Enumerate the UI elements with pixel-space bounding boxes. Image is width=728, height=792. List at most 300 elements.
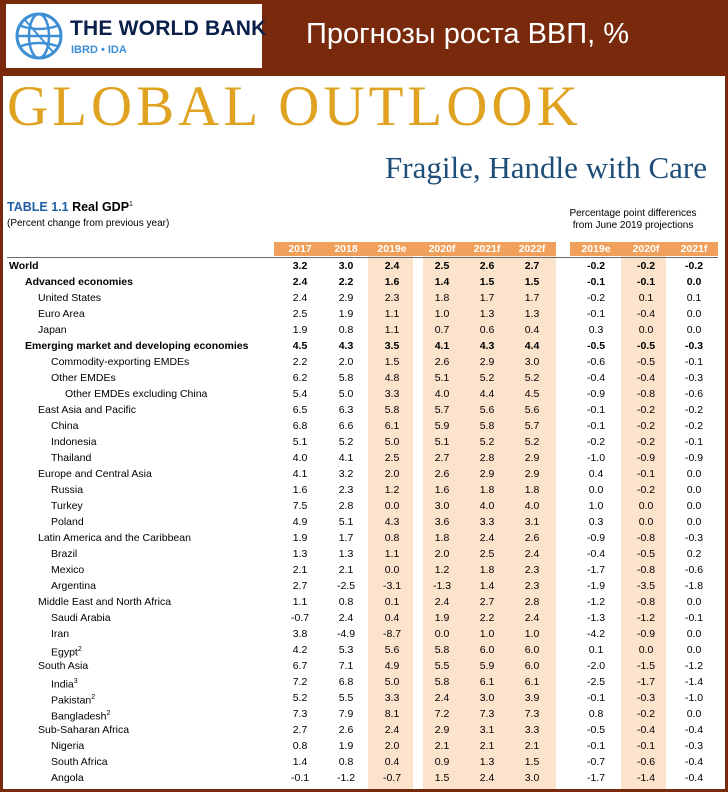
diff-cell: -1.4 [684, 676, 704, 688]
table-cell: 3.0 [479, 692, 495, 704]
row-label-text: Mexico [51, 564, 85, 576]
table-cell: -4.9 [336, 628, 356, 640]
table-cell: 4.0 [434, 388, 450, 400]
diff-cell: -0.2 [636, 260, 656, 272]
table-cell: 5.6 [524, 404, 540, 416]
row-label-text: World [9, 260, 39, 272]
table-cell: 2.4 [338, 612, 354, 624]
column-header: 2022f [518, 243, 546, 255]
row-label-text: India [51, 678, 74, 691]
table-cell: 5.9 [479, 660, 495, 672]
table-cell: 3.8 [292, 628, 308, 640]
diff-cell: -1.7 [586, 772, 606, 784]
row-label-text: Argentina [51, 580, 96, 592]
table-name-note: 1 [129, 200, 133, 208]
table-cell: 2.0 [338, 356, 354, 368]
row-label [25, 338, 248, 354]
diff-cell: -0.2 [586, 436, 606, 448]
table-cell: 5.7 [434, 404, 450, 416]
row-label-text: Bangladesh [51, 710, 107, 723]
diff-cell: 0.0 [638, 644, 654, 656]
table-cell: -2.5 [336, 580, 356, 592]
table-cell: 1.1 [292, 596, 308, 608]
table-cell: 3.0 [434, 500, 450, 512]
diff-cell: -0.4 [636, 724, 656, 736]
table-row [3, 626, 725, 642]
diff-cell: -0.2 [684, 260, 704, 272]
column-header: 2017 [288, 243, 312, 255]
diff-cell: 0.0 [686, 308, 702, 320]
diff-cell: 0.0 [686, 628, 702, 640]
row-label-text: Sub-Saharan Africa [38, 724, 130, 736]
table-cell: 4.5 [292, 340, 308, 352]
table-row [3, 418, 725, 434]
diff-cell: 0.0 [686, 596, 702, 608]
diff-cell: -0.1 [636, 468, 656, 480]
diff-table-header [570, 242, 718, 256]
logo-subtitle: IBRD • IDA [71, 44, 127, 56]
diff-cell: 0.0 [638, 500, 654, 512]
table-cell: 6.0 [479, 644, 495, 656]
table-row [3, 498, 725, 514]
table-row [3, 674, 725, 690]
diff-cell: -0.1 [586, 404, 606, 416]
diff-cell: 0.0 [686, 468, 702, 480]
table-cell: 1.0 [434, 308, 450, 320]
table-cell: 2.6 [338, 724, 354, 736]
table-cell: 2.8 [338, 500, 354, 512]
diff-cell: -1.8 [684, 580, 704, 592]
table-cell: 7.3 [524, 708, 540, 720]
table-cell: 2.9 [338, 292, 354, 304]
table-cell: 5.8 [479, 420, 495, 432]
row-label [51, 434, 97, 450]
table-cell: 1.1 [384, 548, 400, 560]
table-cell: 0.0 [384, 500, 400, 512]
table-cell: 1.1 [384, 308, 400, 320]
diff-cell: -0.3 [636, 692, 656, 704]
diff-cell: -0.5 [586, 340, 606, 352]
table-cell: 2.6 [524, 532, 540, 544]
table-cell: 3.3 [384, 388, 400, 400]
table-cell: 6.7 [292, 660, 308, 672]
table-cell: 2.4 [384, 724, 400, 736]
row-label-text: Saudi Arabia [51, 612, 111, 624]
table-cell: 3.5 [384, 340, 400, 352]
table-cell: 2.1 [479, 740, 495, 752]
table-cell: 1.9 [292, 324, 308, 336]
table-cell: 2.0 [384, 740, 400, 752]
report-subtitle: Fragile, Handle with Care [385, 150, 707, 185]
diff-cell: -0.2 [586, 260, 606, 272]
table-cell: 0.1 [384, 596, 400, 608]
table-cell: 5.8 [434, 644, 450, 656]
table-cell: 1.5 [434, 772, 450, 784]
table-cell: 0.4 [384, 756, 400, 768]
table-cell: 2.0 [384, 468, 400, 480]
table-cell: 7.9 [338, 708, 354, 720]
diff-cell: -0.2 [636, 436, 656, 448]
table-cell: 1.4 [434, 276, 450, 288]
row-label [51, 354, 189, 370]
table-cell: 1.8 [479, 564, 495, 576]
diff-cell: -0.4 [684, 772, 704, 784]
table-cell: 6.5 [292, 404, 308, 416]
table-cell: 1.7 [524, 292, 540, 304]
diff-cell: -0.8 [636, 532, 656, 544]
row-label-text: Egypt [51, 646, 78, 659]
row-label [38, 290, 101, 306]
table-cell: 5.0 [384, 436, 400, 448]
diff-cell: -0.1 [586, 740, 606, 752]
diff-column-header: 2021f [680, 243, 708, 255]
table-cell: 0.6 [479, 324, 495, 336]
table-cell: 6.0 [524, 644, 540, 656]
row-label [51, 754, 108, 770]
diff-cell: -1.9 [586, 580, 606, 592]
table-cell: 5.2 [524, 436, 540, 448]
report-page [3, 76, 725, 789]
diff-cell: -0.6 [636, 756, 656, 768]
diff-cell: 0.0 [638, 516, 654, 528]
diff-cell: -0.6 [684, 564, 704, 576]
diff-cell: -0.5 [636, 340, 656, 352]
table-cell: 4.3 [479, 340, 495, 352]
row-label-text: Middle East and North Africa [38, 596, 172, 608]
row-label-text: Indonesia [51, 436, 97, 448]
diff-cell: -0.5 [636, 548, 656, 560]
table-cell: 1.9 [338, 308, 354, 320]
table-cell: 3.0 [524, 356, 540, 368]
table-cell: 1.4 [292, 756, 308, 768]
diff-cell: -0.2 [586, 292, 606, 304]
diff-cell: -0.7 [586, 756, 606, 768]
table-row [3, 754, 725, 770]
table-cell: 2.4 [384, 260, 400, 272]
table-cell: 5.3 [338, 644, 354, 656]
row-label [51, 626, 69, 642]
diff-cell: -1.4 [636, 772, 656, 784]
table-row [3, 546, 725, 562]
table-cell: 1.1 [384, 324, 400, 336]
diff-cell: 0.0 [686, 516, 702, 528]
table-cell: 7.1 [338, 660, 354, 672]
table-cell: 0.4 [384, 612, 400, 624]
diff-cell: -1.2 [586, 596, 606, 608]
table-title [7, 200, 133, 214]
table-cell: 1.9 [338, 740, 354, 752]
diff-cell: 1.0 [588, 500, 604, 512]
table-cell: 1.6 [384, 276, 400, 288]
table-cell: 5.8 [434, 676, 450, 688]
table-cell: 2.9 [524, 468, 540, 480]
diff-cell: -0.2 [636, 420, 656, 432]
table-header [274, 242, 556, 256]
table-cell: 5.1 [434, 372, 450, 384]
diff-cell: 0.1 [638, 292, 654, 304]
table-row [3, 738, 725, 754]
diff-cell: -2.5 [586, 676, 606, 688]
table-cell: 1.0 [524, 628, 540, 640]
row-label [38, 322, 67, 338]
table-row [3, 594, 725, 610]
diff-cell: -0.6 [586, 356, 606, 368]
diff-cell: -0.1 [586, 276, 606, 288]
row-label [51, 546, 77, 562]
table-cell: 2.9 [524, 452, 540, 464]
table-cell: 1.4 [479, 580, 495, 592]
row-label-text: Other EMDEs excluding China [65, 388, 208, 400]
table-cell: 2.2 [479, 612, 495, 624]
table-cell: 0.7 [434, 324, 450, 336]
table-cell: 2.9 [434, 724, 450, 736]
row-label [38, 530, 191, 546]
table-row [3, 402, 725, 418]
diff-cell: -0.9 [586, 532, 606, 544]
diff-cell: -0.1 [684, 356, 704, 368]
table-cell: 1.9 [434, 612, 450, 624]
table-cell: 7.3 [292, 708, 308, 720]
row-label [9, 258, 39, 274]
row-label-text: Pakistan [51, 694, 92, 707]
diff-cell: -2.0 [586, 660, 606, 672]
column-header: 2019e [377, 243, 407, 255]
table-row [3, 370, 725, 386]
table-name: Real GDP [72, 200, 130, 214]
table-cell: 2.1 [292, 564, 308, 576]
table-cell: 6.8 [338, 676, 354, 688]
table-row [3, 562, 725, 578]
row-label-text: Emerging market and developing economies [25, 340, 249, 352]
table-cell: 1.2 [434, 564, 450, 576]
table-body [3, 258, 725, 786]
diff-cell: -1.2 [636, 612, 656, 624]
diff-cell: -0.2 [684, 404, 704, 416]
table-cell: 2.2 [292, 356, 308, 368]
globe-icon [15, 12, 63, 60]
diff-cell: -0.4 [684, 724, 704, 736]
row-label [51, 498, 83, 514]
diff-cell: -0.8 [636, 388, 656, 400]
table-cell: 5.0 [384, 676, 400, 688]
diff-cell: -0.6 [684, 388, 704, 400]
table-cell: 1.7 [338, 532, 354, 544]
row-label [51, 450, 91, 466]
row-label-text: Latin America and the Caribbean [38, 532, 191, 544]
diff-cell: -0.9 [684, 452, 704, 464]
table-cell: 2.1 [338, 564, 354, 576]
table-cell: 3.2 [292, 260, 308, 272]
row-label [38, 722, 129, 738]
table-number: TABLE 1.1 [7, 200, 69, 214]
row-label [51, 610, 111, 626]
table-row [3, 578, 725, 594]
table-cell: 6.0 [524, 660, 540, 672]
diff-cell: -0.1 [586, 420, 606, 432]
diff-cell: 0.3 [588, 324, 604, 336]
diff-cell: -0.3 [684, 740, 704, 752]
logo-name: THE WORLD BANK [70, 17, 267, 40]
row-label-text: South Asia [38, 660, 89, 672]
table-cell: 0.9 [434, 756, 450, 768]
table-cell: 4.1 [292, 468, 308, 480]
table-cell: 2.5 [479, 548, 495, 560]
table-cell: 4.1 [434, 340, 450, 352]
table-cell: 4.5 [524, 388, 540, 400]
row-label-text: South Africa [51, 756, 108, 768]
diff-cell: -0.4 [636, 372, 656, 384]
diff-cell: -0.1 [636, 740, 656, 752]
table-cell: -0.1 [290, 772, 310, 784]
table-row [3, 290, 725, 306]
table-cell: 2.4 [434, 596, 450, 608]
table-cell: 1.7 [479, 292, 495, 304]
table-cell: 1.8 [434, 532, 450, 544]
row-label-text: Nigeria [51, 740, 85, 752]
table-cell: 5.8 [384, 404, 400, 416]
diff-cell: -0.5 [636, 356, 656, 368]
row-label [38, 306, 85, 322]
row-label-text: Angola [51, 772, 84, 784]
diff-column-header: 2019e [581, 243, 611, 255]
table-cell: 2.4 [479, 532, 495, 544]
table-cell: 2.7 [524, 260, 540, 272]
diff-note-line2: from June 2019 projections [572, 220, 694, 231]
diff-cell: 0.0 [686, 324, 702, 336]
table-cell: 0.0 [434, 628, 450, 640]
report-title: GLOBAL OUTLOOK [7, 76, 582, 138]
diff-note-line1: Percentage point differences [569, 208, 697, 219]
table-cell: 2.6 [434, 356, 450, 368]
diff-cell: 0.0 [686, 500, 702, 512]
table-cell: 3.1 [479, 724, 495, 736]
table-cell: 2.4 [524, 548, 540, 560]
table-cell: 6.3 [338, 404, 354, 416]
table-row [3, 610, 725, 626]
table-cell: 2.7 [292, 724, 308, 736]
diff-cell: 0.2 [686, 548, 702, 560]
table-cell: 1.5 [524, 276, 540, 288]
diff-cell: 0.4 [588, 468, 604, 480]
row-label-text: United States [38, 292, 102, 304]
table-cell: 2.8 [524, 596, 540, 608]
row-label-note: 3 [73, 678, 78, 685]
row-label [51, 514, 84, 530]
table-cell: 3.3 [384, 692, 400, 704]
table-cell: 5.9 [434, 420, 450, 432]
table-row [3, 658, 725, 674]
table-cell: 1.0 [479, 628, 495, 640]
row-label [51, 562, 84, 578]
diff-cell: -0.4 [586, 372, 606, 384]
table-cell: 0.8 [292, 740, 308, 752]
table-cell: 5.2 [479, 436, 495, 448]
table-row [3, 274, 725, 290]
row-label [25, 274, 133, 290]
table-cell: 3.6 [434, 516, 450, 528]
row-label-text: Other EMDEs [51, 372, 116, 384]
diff-cell: -0.2 [636, 484, 656, 496]
table-cell: 2.9 [479, 356, 495, 368]
table-cell: 4.9 [384, 660, 400, 672]
table-cell: 0.0 [384, 564, 400, 576]
table-cell: 2.3 [338, 484, 354, 496]
table-cell: 2.4 [292, 276, 308, 288]
table-cell: 2.1 [524, 740, 540, 752]
diff-cell: -0.3 [684, 340, 704, 352]
table-cell: 2.9 [479, 468, 495, 480]
table-cell: 2.2 [338, 276, 354, 288]
row-label [51, 738, 84, 754]
diff-cell: -0.9 [586, 388, 606, 400]
table-cell: 1.5 [384, 356, 400, 368]
table-cell: 5.8 [338, 372, 354, 384]
table-cell: 2.4 [479, 772, 495, 784]
row-label-text: Brazil [51, 548, 78, 560]
diff-cell: -0.9 [636, 452, 656, 464]
table-cell: -3.1 [382, 580, 402, 592]
row-label [38, 594, 171, 610]
table-cell: 6.1 [384, 420, 400, 432]
row-label-text: Commodity-exporting EMDEs [51, 356, 190, 368]
row-label-text: Euro Area [38, 308, 85, 320]
table-cell: 4.0 [292, 452, 308, 464]
row-label-note: 2 [77, 646, 82, 653]
table-row [3, 434, 725, 450]
table-cell: 2.5 [292, 308, 308, 320]
table-cell: 5.5 [434, 660, 450, 672]
table-cell: 4.4 [524, 340, 540, 352]
row-label-text: Advanced economies [25, 276, 133, 288]
table-cell: 2.5 [434, 260, 450, 272]
table-cell: 3.2 [338, 468, 354, 480]
table-cell: 2.6 [479, 260, 495, 272]
table-cell: 5.6 [479, 404, 495, 416]
table-cell: 2.7 [434, 452, 450, 464]
diff-cell: -3.5 [636, 580, 656, 592]
table-row [3, 306, 725, 322]
table-cell: 1.3 [524, 308, 540, 320]
table-cell: 2.0 [434, 548, 450, 560]
row-label [51, 578, 96, 594]
table-cell: 3.0 [338, 260, 354, 272]
diff-cell: 0.0 [686, 484, 702, 496]
diff-cell: 0.0 [686, 276, 702, 288]
table-cell: 2.1 [434, 740, 450, 752]
diff-cell: 0.1 [588, 644, 604, 656]
table-cell: 6.1 [524, 676, 540, 688]
diff-cell: 0.0 [638, 324, 654, 336]
table-cell: 8.1 [384, 708, 400, 720]
diff-cell: 0.0 [588, 484, 604, 496]
page-title: Прогнозы роста ВВП, % [306, 18, 630, 50]
diff-cell: -1.2 [684, 660, 704, 672]
table-cell: 1.3 [338, 548, 354, 560]
table-cell: 0.8 [338, 596, 354, 608]
table-cell: 5.1 [434, 436, 450, 448]
table-cell: -8.7 [382, 628, 402, 640]
table-cell: 0.4 [524, 324, 540, 336]
diff-cell: -0.4 [636, 308, 656, 320]
diff-cell: -0.8 [636, 596, 656, 608]
diff-cell: -0.8 [636, 564, 656, 576]
table-row [3, 514, 725, 530]
table-cell: 6.6 [338, 420, 354, 432]
table-cell: 7.2 [292, 676, 308, 688]
table-cell: 3.1 [524, 516, 540, 528]
diff-cell: -0.1 [684, 436, 704, 448]
row-label-text: Russia [51, 484, 84, 496]
